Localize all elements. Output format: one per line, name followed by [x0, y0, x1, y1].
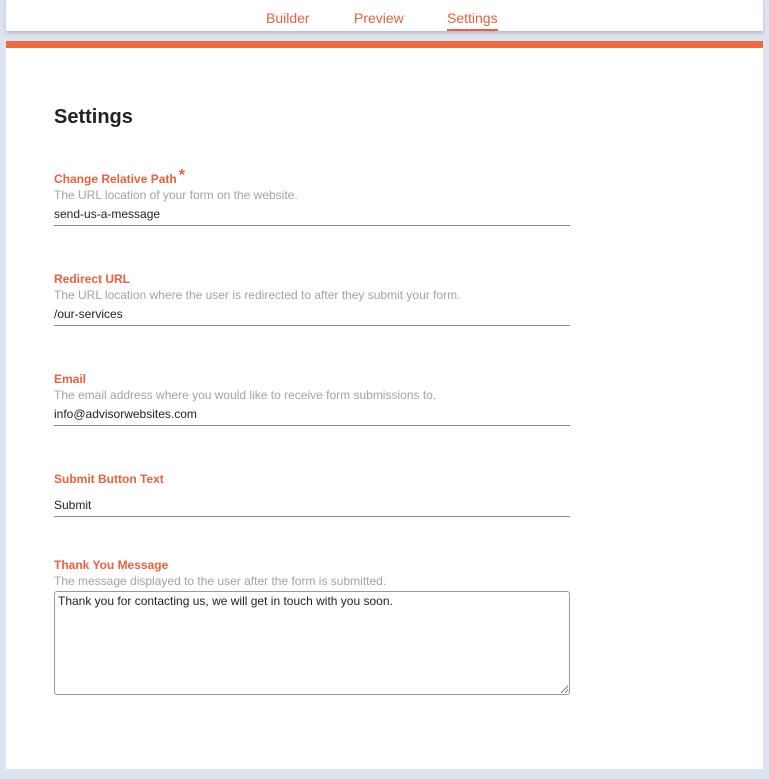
- settings-panel: [6, 41, 763, 769]
- tab-preview[interactable]: Preview: [354, 10, 404, 26]
- tab-settings[interactable]: Settings: [447, 10, 498, 31]
- required-asterisk: *: [178, 167, 185, 184]
- redirect-url-input[interactable]: [54, 303, 570, 326]
- email-label: Email: [54, 372, 87, 386]
- tab-bar: [6, 0, 763, 31]
- page-title: Settings: [54, 106, 133, 128]
- relative-path-field: [54, 167, 570, 226]
- relative-path-label-text: Change Relative Path: [54, 172, 177, 186]
- email-help: The email address where you would like to receive form submissions to.: [54, 388, 437, 402]
- thank-you-textarea[interactable]: [54, 591, 570, 695]
- thank-you-help: The message displayed to the user after the form is submitted.: [54, 574, 387, 588]
- thank-you-field: [54, 557, 570, 695]
- relative-path-label: [54, 167, 570, 187]
- submit-text-label: Submit Button Text: [54, 472, 164, 486]
- relative-path-input[interactable]: [54, 203, 570, 226]
- thank-you-label: Thank You Message: [54, 558, 169, 572]
- redirect-url-field: [54, 271, 570, 326]
- redirect-url-help: The URL location where the user is redirected to after they submit your form.: [54, 288, 461, 302]
- submit-text-field: [54, 471, 570, 517]
- tab-builder[interactable]: Builder: [266, 10, 310, 26]
- submit-text-input[interactable]: [54, 494, 570, 517]
- redirect-url-label: Redirect URL: [54, 272, 131, 286]
- email-input[interactable]: [54, 403, 570, 426]
- relative-path-help: The URL location of your form on the website.: [54, 188, 298, 202]
- email-field: [54, 371, 570, 426]
